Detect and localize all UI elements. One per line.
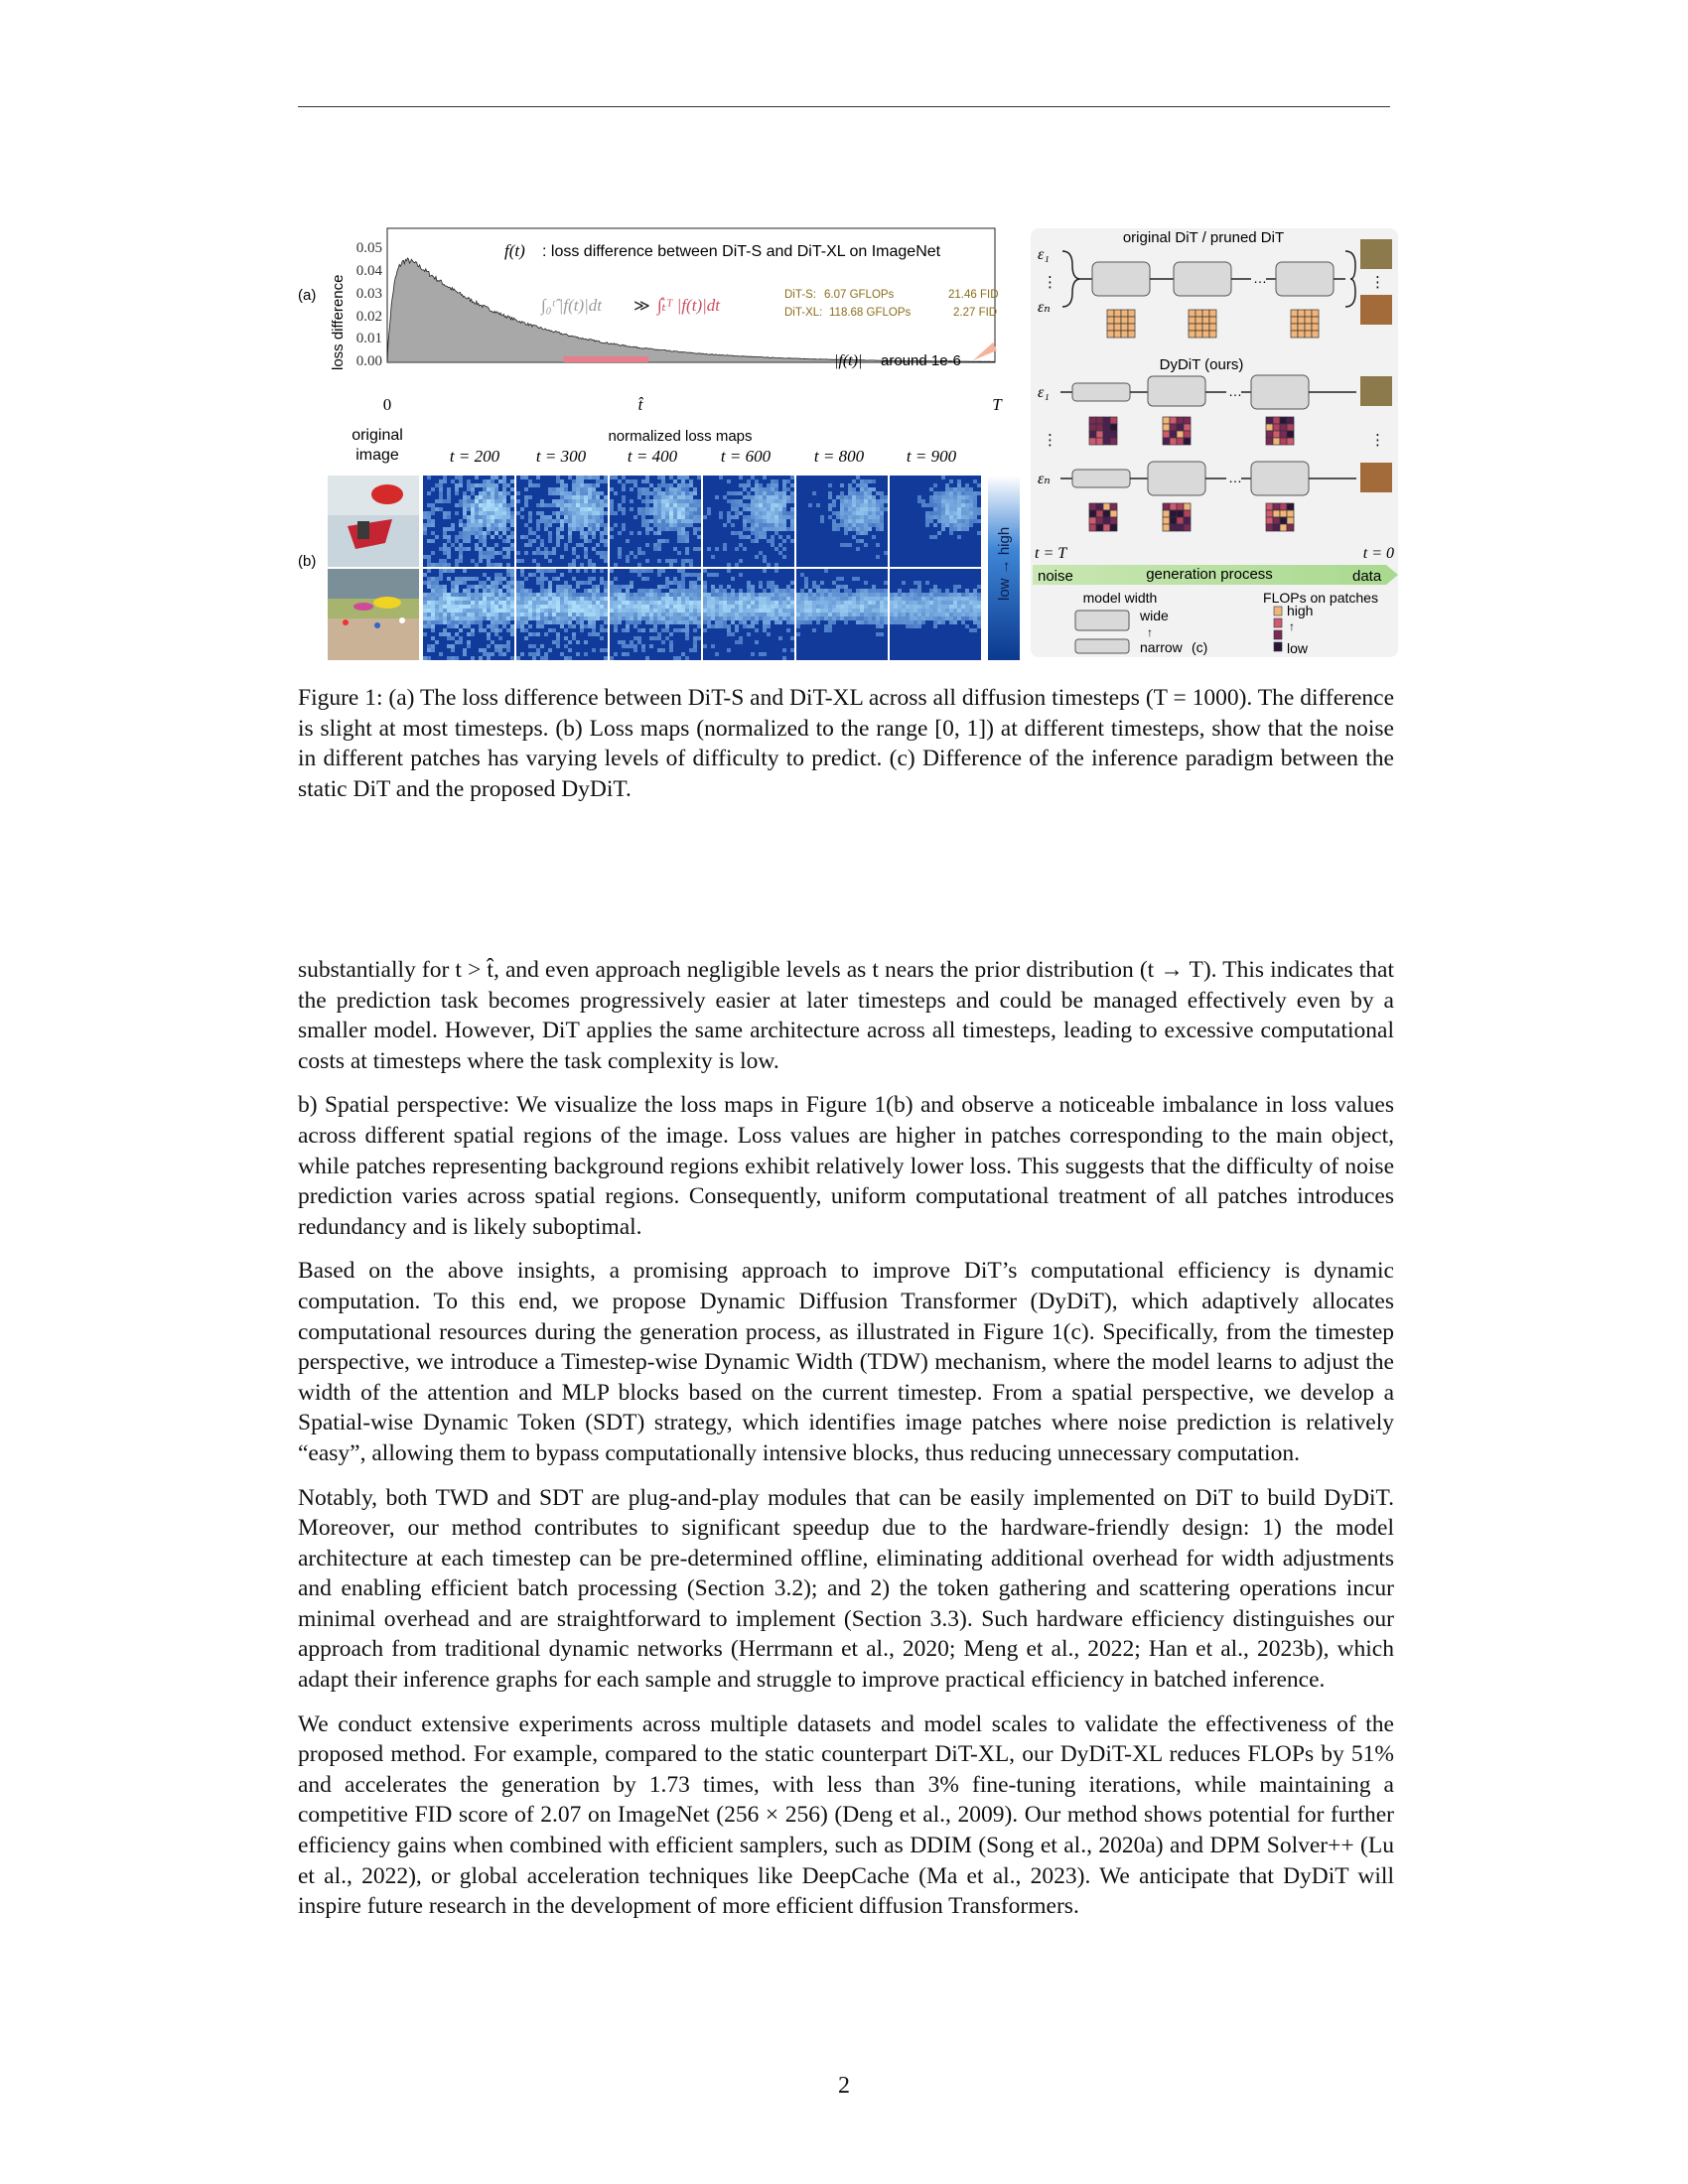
dots-top: ⋮ [1043, 274, 1057, 291]
dots-top-right: ⋮ [1370, 274, 1385, 291]
eps1-dydit: ε₁ [1038, 384, 1050, 401]
patch-grid [1291, 310, 1319, 338]
block-2-wide [1174, 262, 1231, 296]
loss-map-tile [703, 569, 794, 660]
patch-grid [1266, 503, 1294, 531]
original-image-beach [328, 569, 419, 660]
loss-curve-tail-highlight [563, 356, 648, 362]
patch-grid [1189, 310, 1216, 338]
loss-maps-grid [423, 476, 981, 660]
ditxl-flops: 118.68 GFLOPs [829, 307, 912, 319]
generation-process-label: generation process [1146, 566, 1273, 583]
ditxl-name: DiT-XL: [784, 307, 823, 319]
timestep-300: t = 300 [535, 447, 587, 466]
y-axis-label: loss difference [330, 274, 347, 370]
epsn-top: εₙ [1038, 299, 1051, 316]
loss-map-tile [610, 476, 701, 567]
legend-wide-block [1075, 611, 1129, 630]
dots-dydit: ⋮ [1043, 432, 1057, 449]
ellipsis-dydit1: … [1228, 383, 1242, 399]
loss-map-tile [423, 569, 514, 660]
block-wide-1 [1251, 375, 1309, 409]
integral-op: ≫ [633, 298, 650, 315]
maps-title: normalized loss maps [608, 428, 753, 445]
loss-map-tile [516, 569, 608, 660]
panel-a-title: : loss difference between DiT-S and DiT-XL on ImageNet [542, 243, 941, 260]
high-label: high [1287, 603, 1314, 618]
epsn-dydit: εₙ [1038, 471, 1051, 487]
loss-map-tile [796, 569, 888, 660]
paragraph-5: We conduct extensive experiments across multiple datasets and model scales to validate the effectiveness of the proposed method. For example, compared to the static counterpart DiT-XL, our DyDiT-XL reduces FLOPs by 51% and accelerates the generation by 1.73 times, with less than 3% fine-tuning iterations, while maintaining a competitive FID score of 2.07 on ImageNet (256 × 256) (Deng et al., 2009). Our method shows potential for further efficiency gains when combined with efficient samplers, such as DDIM (Song et al., 2020a) and DPM Solver++ (Lu et al., 2022), or global acceleration techniques like DeepCache (Ma et al., 2023). We anticipate that DyDiT will inspire future research in the development of more efficient diffusion Transformers. [298, 1710, 1394, 1920]
loss-map-tile [516, 476, 608, 567]
y-tick-labels [356, 240, 383, 369]
block-3-wide [1276, 262, 1334, 296]
figure-caption: Figure 1: (a) The loss difference between DiT-S and DiT-XL across all diffusion timesteps (T = 1000). The difference is slight at most timesteps. (b) Loss maps (normalized to the range [0, 1]) at different timesteps, show that the noise in different patches has varying levels of difficulty to predict. (c) Difference of the inference paradigm between the static DiT and the proposed DyDiT. [298, 685, 1394, 802]
timestep-400: t = 400 [627, 447, 678, 466]
loss-map-tile [703, 476, 794, 567]
integral-right: ∫ₜ̂ᵀ |f(t)|dt [657, 296, 721, 315]
original-label-2: image [355, 447, 399, 464]
ellipsis-top: … [1253, 270, 1267, 286]
legend-lowmid-swatch [1274, 630, 1282, 639]
model-width-label: model width [1082, 590, 1158, 606]
patch-grid [1089, 503, 1117, 531]
timestep-900: t = 900 [906, 447, 957, 466]
wide-label: wide [1140, 608, 1169, 623]
t-equals-0: t = 0 [1362, 545, 1394, 562]
patch-grid [1163, 417, 1191, 445]
colorbar-label: low → high [996, 526, 1013, 601]
output-bird-image [1360, 239, 1392, 269]
y-tick-0.01: 0.01 [355, 331, 382, 346]
header-rule [298, 106, 1390, 107]
paragraph-1: substantially for t > t̂, and even approach negligible levels as t nears the prior distribution (t → T). This indicates that the prediction task becomes progressively easier at later timesteps and could be managed effectively even by a smaller model. However, DiT applies the same architecture across all timesteps, leading to excessive computational costs at timesteps where the task complexity is low. [298, 957, 1394, 1074]
block-mid-1 [1148, 376, 1205, 406]
figure-1 [298, 223, 1400, 660]
block-mid-n [1148, 462, 1205, 495]
block-wide-n [1251, 462, 1309, 495]
timestep-600: t = 600 [720, 447, 772, 466]
original-label-1: original [352, 427, 403, 444]
loss-map-tile [423, 476, 514, 567]
timestep-800: t = 800 [813, 447, 865, 466]
title-fn: f(t) [504, 241, 525, 260]
patch-grid [1089, 417, 1117, 445]
dydit-output-bird [1360, 376, 1392, 406]
eps1-top: ε₁ [1038, 246, 1050, 263]
dots-dydit-right: ⋮ [1370, 432, 1385, 449]
legend-width-arrow-icon: ↑ [1147, 625, 1153, 639]
dits-fid: 21.46 FID [948, 289, 999, 301]
integral-left: ∫₀ᵗ̂ |f(t)|dt [541, 296, 603, 315]
loss-map-tile [890, 476, 981, 567]
patch-grid [1266, 417, 1294, 445]
flops-patches-label: FLOPs on patches [1263, 590, 1378, 606]
legend-low-swatch [1274, 642, 1282, 651]
y-tick-0.02: 0.02 [355, 309, 382, 325]
legend-mid-swatch [1274, 618, 1282, 627]
t-equals-T: t = T [1035, 545, 1067, 562]
original-image-parachute [328, 476, 419, 567]
y-tick-0.05: 0.05 [355, 240, 382, 256]
legend-flops-arrow-icon: ↑ [1289, 619, 1295, 633]
timestep-labels [450, 447, 957, 466]
y-tick-0.00: 0.00 [355, 353, 382, 369]
legend-narrow-block [1075, 639, 1129, 653]
patch-grid [1163, 503, 1191, 531]
around-fn: |f(t)| [834, 352, 863, 369]
y-tick-0.03: 0.03 [355, 286, 382, 302]
data-label: data [1352, 568, 1382, 585]
paragraph-4: Notably, both TWD and SDT are plug-and-play modules that can be easily implemented on DiT to build DyDiT. Moreover, our method contributes to significant speedup due to the hardware-friendly design: 1) the model architecture at each timestep can be pre-determined offline, eliminating additional overhead for width adjustments and enabling efficient batch processing (Section 3.2); and 2) the token gathering and scattering operations incur minimal overhead and are straightforward to implement (Section 3.3). Such hardware efficiency distinguishes our approach from traditional dynamic networks (Herrmann et al., 2020; Meng et al., 2022; Han et al., 2023b), which adapt their inference graphs for each sample and struggle to improve practical efficiency in batched inference. [298, 1484, 1394, 1694]
panel-a [298, 228, 1003, 414]
panel-c-top-title: original DiT / pruned DiT [1122, 229, 1285, 246]
legend-high-swatch [1274, 607, 1282, 615]
body-text [298, 955, 1394, 1936]
x-tick-that: t̂ [637, 395, 643, 414]
x-tick-0: 0 [382, 395, 392, 414]
panel-c [1031, 228, 1398, 657]
output-flower-image [1360, 295, 1392, 325]
paragraph-3: Based on the above insights, a promising approach to improve DiT’s computational efficiency is dynamic computation. To this end, we propose Dynamic Diffusion Transformer (DyDiT), which adaptively allocates computational resources during the generation process, as illustrated in Figure 1(c). Specifically, from the timestep perspective, we introduce a Timestep-wise Dynamic Width (TDW) mechanism, where the model learns to adjust the width of the attention and MLP blocks based on the current timestep. From a spatial perspective, we develop a Spatial-wise Dynamic Token (SDT) strategy, which identifies image patches where noise prediction is relatively “easy”, allowing them to bypass computationally intensive blocks, thus reducing unnecessary computation. [298, 1258, 1394, 1466]
dits-flops: 6.07 GFLOPs [824, 289, 895, 301]
page-number: 2 [838, 2073, 850, 2099]
block-narrow-n [1072, 470, 1130, 487]
panel-c-mid-title: DyDiT (ours) [1159, 356, 1244, 373]
ditxl-fid: 2.27 FID [953, 307, 998, 319]
timestep-200: t = 200 [449, 447, 500, 466]
y-tick-0.04: 0.04 [355, 263, 382, 279]
dits-name: DiT-S: [784, 289, 816, 301]
noise-label: noise [1038, 568, 1073, 585]
panel-c-label: (c) [1192, 639, 1208, 655]
block-1-wide [1092, 262, 1150, 296]
x-tick-T: T [992, 395, 1002, 414]
panel-b [298, 427, 1020, 660]
patch-grid [1107, 310, 1135, 338]
low-label: low [1287, 640, 1309, 656]
loss-map-tile [610, 569, 701, 660]
block-narrow-1 [1072, 383, 1130, 401]
around-label: around 1e-6 [881, 352, 961, 369]
panel-b-label: (b) [298, 553, 317, 570]
paragraph-2: b) Spatial perspective: We visualize the loss maps in Figure 1(b) and observe a noticeable imbalance in loss values across different spatial regions of the image. Loss values are higher in patches corresponding to the main object, while patches representing background regions exhibit relatively lower loss. This suggests that the difficulty of noise prediction varies across spatial regions. Consequently, uniform computational treatment of all patches introduces redundancy and is likely suboptimal. [298, 1092, 1394, 1240]
loss-map-tile [890, 569, 981, 660]
panel-a-label: (a) [298, 287, 317, 304]
ellipsis-dyditn: … [1228, 470, 1242, 485]
dydit-output-flower [1360, 463, 1392, 492]
loss-map-tile [796, 476, 888, 567]
narrow-label: narrow [1140, 639, 1183, 655]
